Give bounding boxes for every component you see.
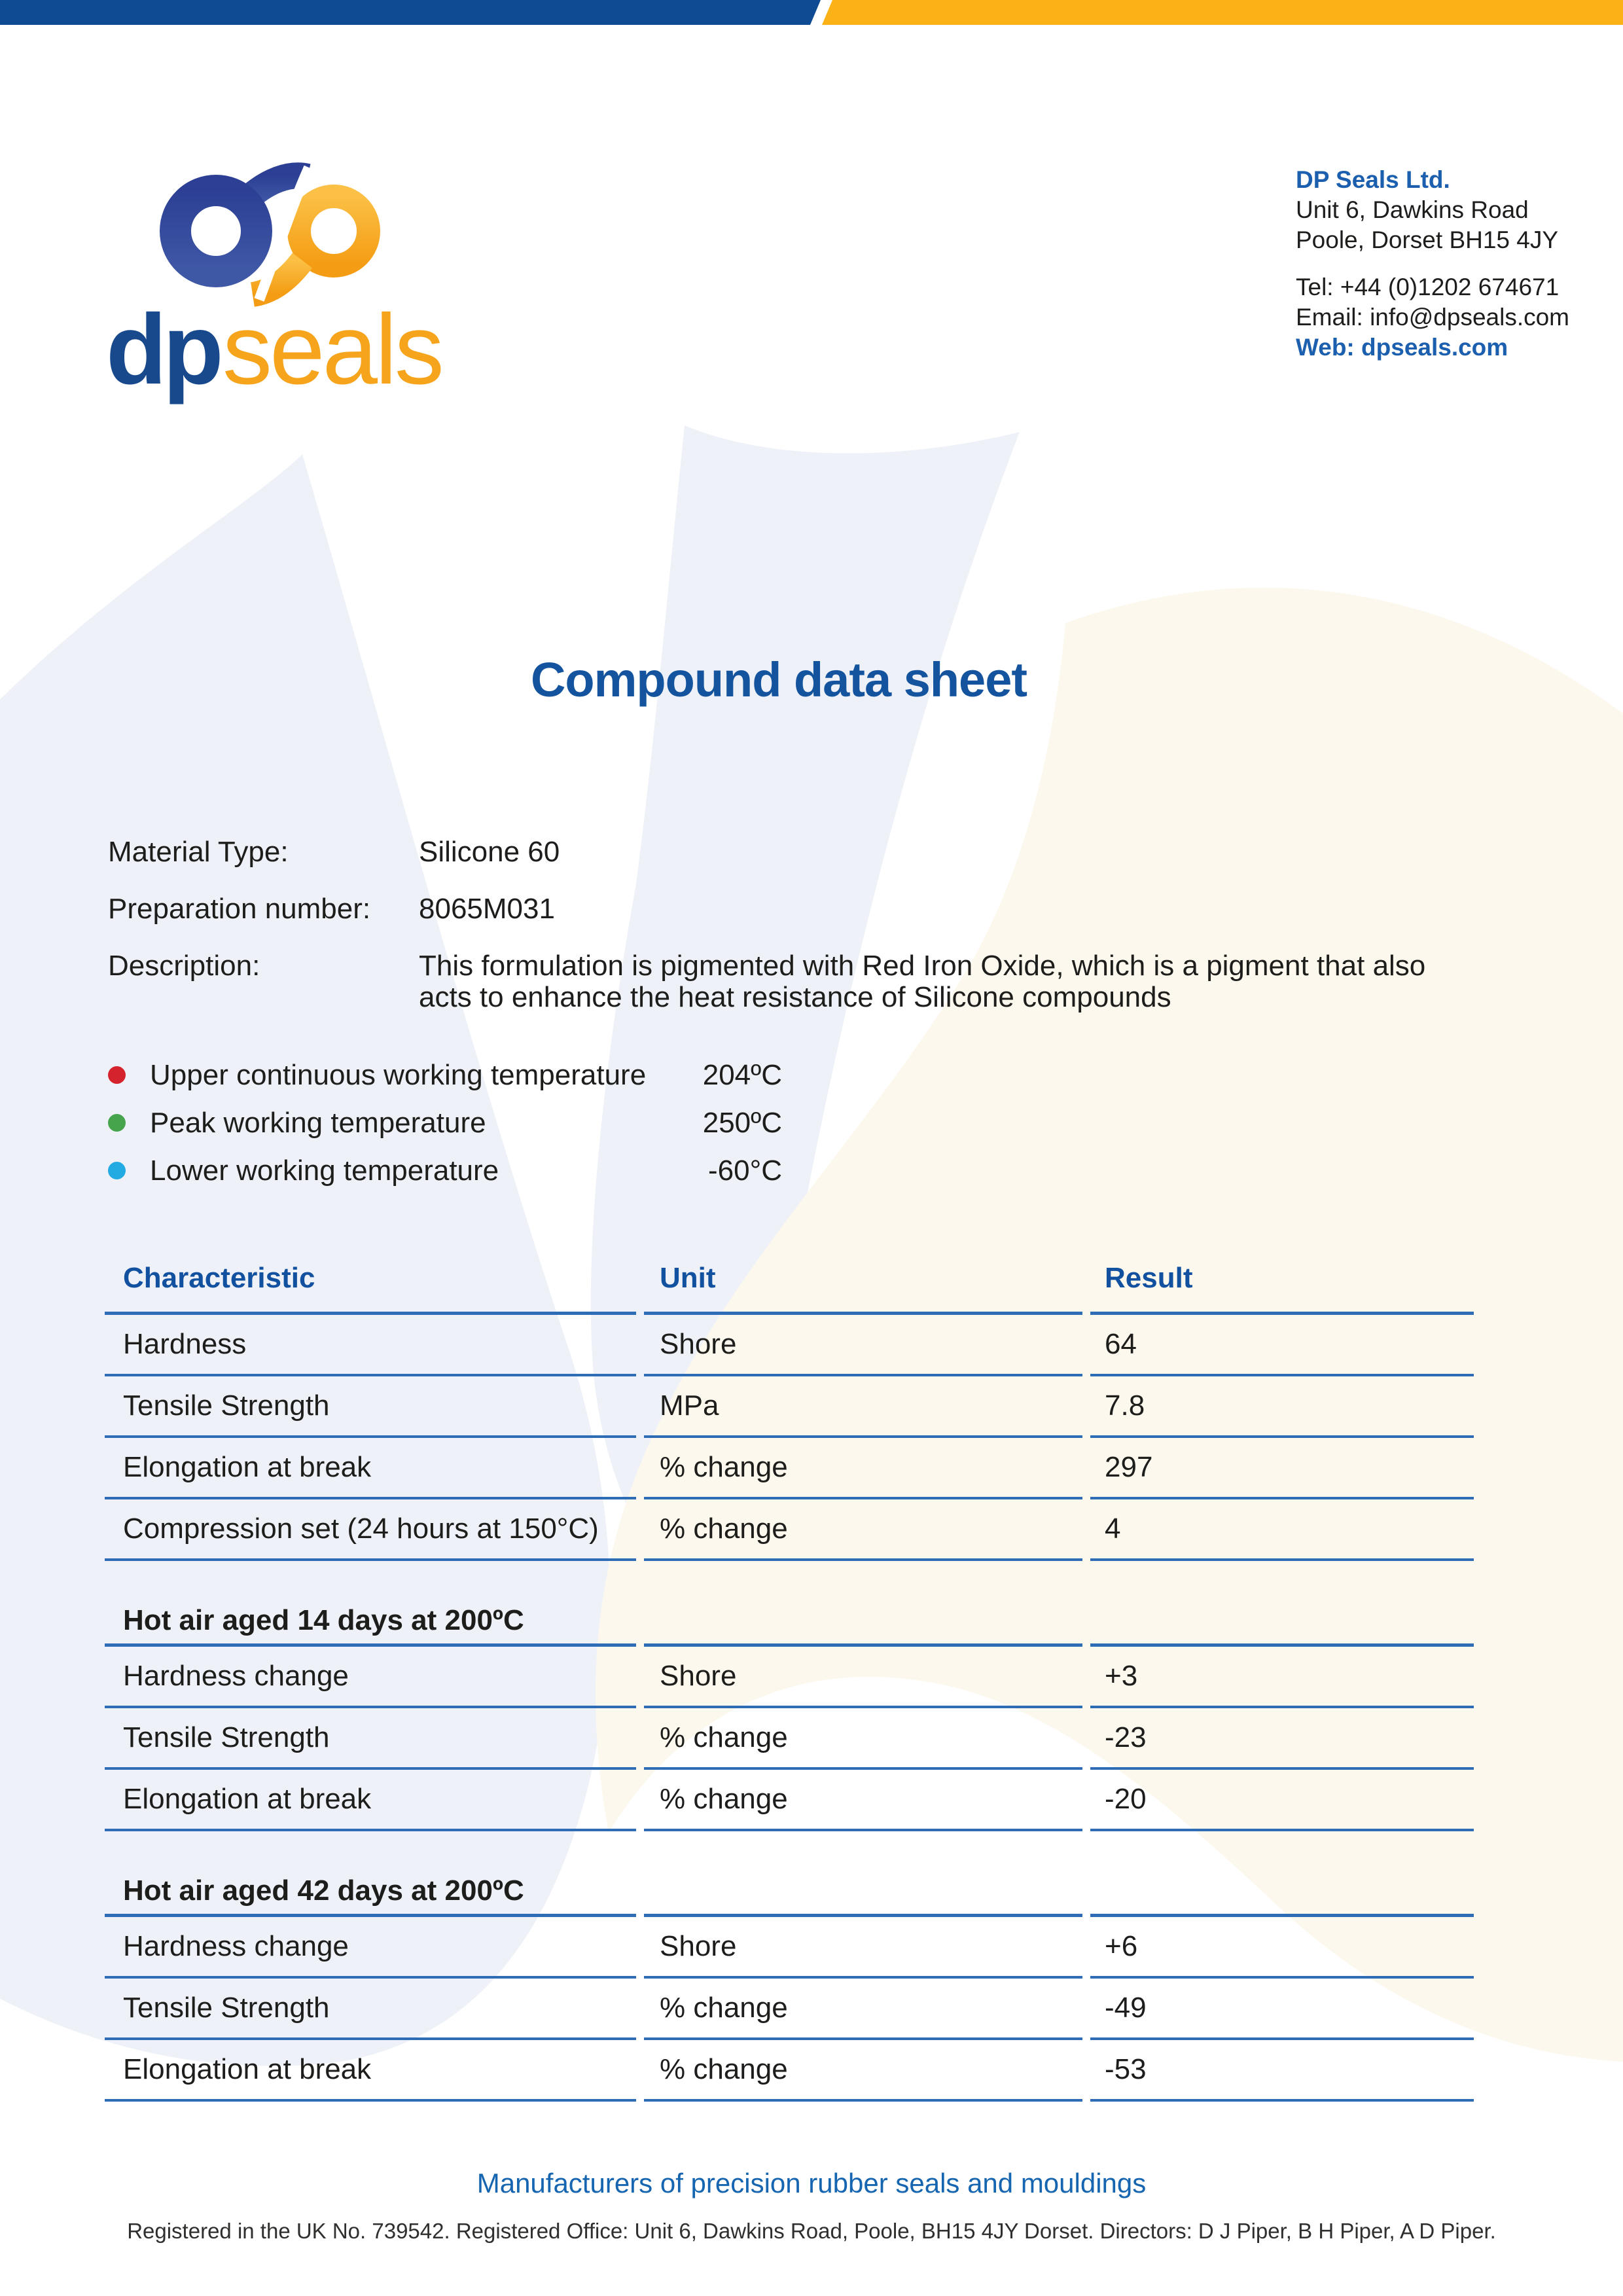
table-header-characteristic: Characteristic	[105, 1245, 636, 1315]
footer-tagline: Manufacturers of precision rubber seals and mouldings	[476, 2168, 1147, 2198]
list-item	[108, 1147, 782, 1194]
temperature-value: -60°C	[708, 1154, 782, 1187]
table-row	[105, 1647, 1474, 1708]
table-cell: Shore	[644, 1315, 1082, 1376]
section-title-filler	[644, 1868, 1082, 1917]
table-cell: % change	[644, 1708, 1082, 1770]
results-table	[97, 1245, 1482, 2102]
table-cell: % change	[644, 1499, 1082, 1561]
field-label: Preparation number:	[108, 893, 371, 925]
temperature-value: 204ºC	[702, 1058, 782, 1091]
table-cell: 4	[1090, 1499, 1474, 1561]
field-value: This formulation is pigmented with Red Iron Oxide, which is a pigment that also acts to enhance the heat resistance of Silicone compounds	[419, 950, 1426, 1013]
temperature-label: Peak working temperature	[150, 1106, 486, 1139]
table-cell: Tensile Strength	[105, 1979, 636, 2040]
table-cell: % change	[644, 2040, 1082, 2102]
table-cell: Tensile Strength	[105, 1708, 636, 1770]
top-accent-bar	[0, 0, 1623, 25]
company-name: DP Seals Ltd.	[1296, 166, 1450, 193]
table-cell: Hardness change	[105, 1647, 636, 1708]
table-row	[105, 2040, 1474, 2102]
table-cell: Tensile Strength	[105, 1376, 636, 1438]
field-material-type	[108, 836, 1495, 868]
red-bullet-icon	[108, 1066, 126, 1084]
email-line: Email: info@dpseals.com	[1296, 304, 1570, 331]
temperature-list	[108, 1051, 782, 1194]
field-preparation-number	[108, 893, 1495, 925]
table-section-spacer	[105, 1831, 1474, 1868]
section-title-hot-air-14-days: Hot air aged 14 days at 200ºC	[105, 1598, 636, 1647]
table-cell: -49	[1090, 1979, 1474, 2040]
table-header-unit: Unit	[644, 1245, 1082, 1315]
table-cell: -20	[1090, 1770, 1474, 1831]
table-cell: Shore	[644, 1917, 1082, 1979]
field-label: Description:	[108, 950, 260, 982]
table-row	[105, 1708, 1474, 1770]
logo-text-seals: seals	[223, 294, 442, 405]
website-line: Web: dpseals.com	[1296, 334, 1508, 361]
field-value: 8065M031	[419, 893, 555, 925]
table-row	[105, 1917, 1474, 1979]
page-title: Compound data sheet	[530, 653, 1027, 707]
table-cell: -53	[1090, 2040, 1474, 2102]
table-row	[105, 1376, 1474, 1438]
infinity-rings-icon	[175, 168, 368, 300]
dp-seals-logo	[105, 162, 471, 411]
table-cell: % change	[644, 1979, 1082, 2040]
table-section-header-row	[105, 1868, 1474, 1917]
table-header-row	[105, 1245, 1474, 1315]
footer-registered-text: Registered in the UK No. 739542. Registered Office: Unit 6, Dawkins Road, Poole, BH15 4JY Dorset. Directors: D J Piper, B H Piper, A D Piper.	[127, 2219, 1496, 2243]
table-cell: % change	[644, 1770, 1082, 1831]
table-section-header-row	[105, 1598, 1474, 1647]
section-title-filler	[1090, 1868, 1474, 1917]
table-cell: +3	[1090, 1647, 1474, 1708]
contact-block	[1296, 165, 1603, 363]
address-line-1: Unit 6, Dawkins Road	[1296, 196, 1529, 223]
temperature-label: Lower working temperature	[150, 1154, 499, 1187]
table-header-result: Result	[1090, 1245, 1474, 1315]
table-cell: Elongation at break	[105, 1438, 636, 1499]
field-description	[108, 950, 1495, 1013]
section-title-filler	[1090, 1598, 1474, 1647]
field-value: Silicone 60	[419, 836, 560, 868]
address-line-2: Poole, Dorset BH15 4JY	[1296, 226, 1559, 253]
table-cell: Elongation at break	[105, 1770, 636, 1831]
field-label: Material Type:	[108, 836, 289, 868]
table-cell: Hardness change	[105, 1917, 636, 1979]
table-section-spacer	[105, 1561, 1474, 1598]
table-cell: 64	[1090, 1315, 1474, 1376]
table-cell: Shore	[644, 1647, 1082, 1708]
section-title-hot-air-42-days: Hot air aged 42 days at 200ºC	[105, 1868, 636, 1917]
table-row	[105, 1979, 1474, 2040]
material-fields	[108, 836, 1495, 1039]
table-cell: 7.8	[1090, 1376, 1474, 1438]
compound-results-table	[97, 1245, 1482, 2102]
table-cell: -23	[1090, 1708, 1474, 1770]
green-bullet-icon	[108, 1114, 126, 1132]
list-item	[108, 1051, 782, 1099]
temperature-value: 250ºC	[702, 1106, 782, 1139]
table-row	[105, 1438, 1474, 1499]
table-cell: +6	[1090, 1917, 1474, 1979]
table-row	[105, 1770, 1474, 1831]
table-cell: 297	[1090, 1438, 1474, 1499]
logo-text-dp: dp	[106, 294, 220, 405]
temperature-label: Upper continuous working temperature	[150, 1058, 647, 1091]
blue-bullet-icon	[108, 1162, 126, 1179]
table-cell: Compression set (24 hours at 150°C)	[105, 1499, 636, 1561]
contact-spacer	[1296, 255, 1603, 272]
list-item	[108, 1099, 782, 1147]
table-cell: Elongation at break	[105, 2040, 636, 2102]
table-row	[105, 1499, 1474, 1561]
phone-line: Tel: +44 (0)1202 674671	[1296, 274, 1560, 300]
section-title-filler	[644, 1598, 1082, 1647]
table-row	[105, 1315, 1474, 1376]
table-cell: MPa	[644, 1376, 1082, 1438]
table-cell: Hardness	[105, 1315, 636, 1376]
table-cell: % change	[644, 1438, 1082, 1499]
